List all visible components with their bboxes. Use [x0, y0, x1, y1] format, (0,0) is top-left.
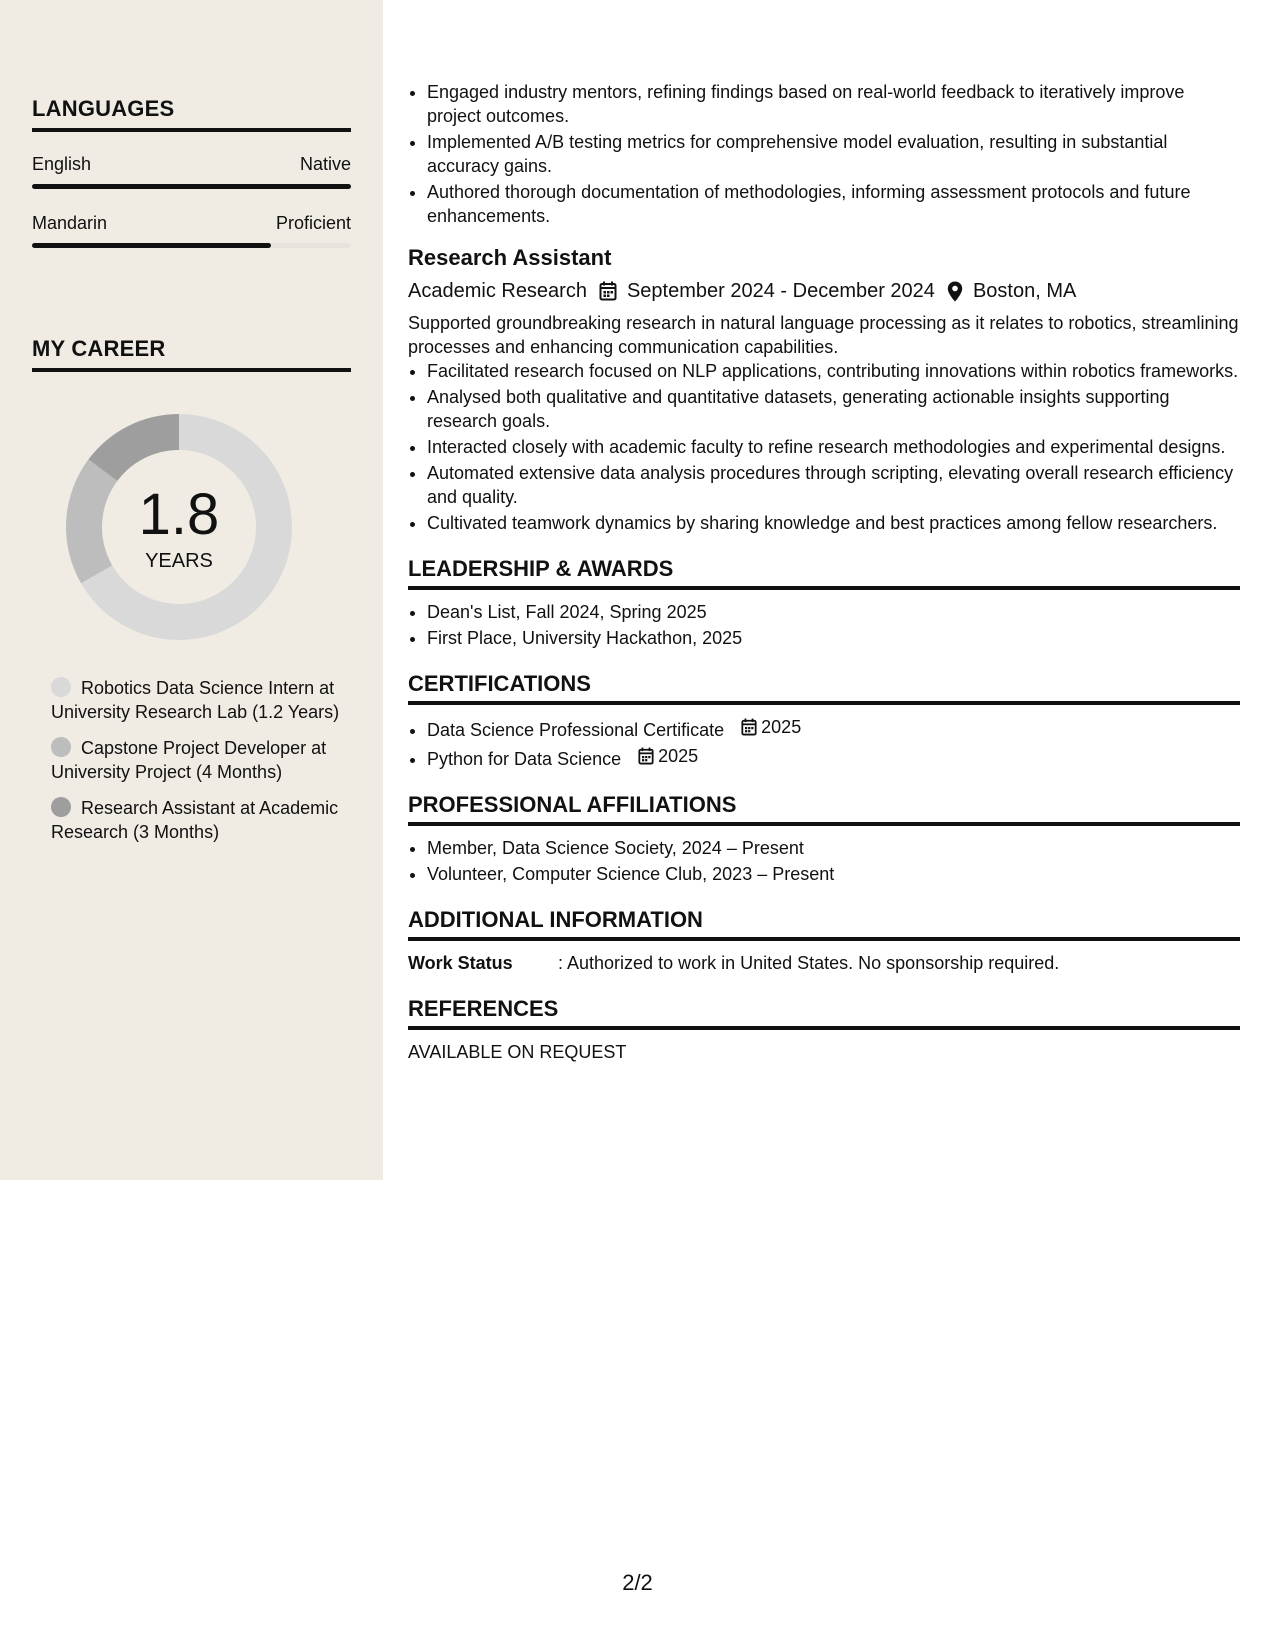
job-summary: Supported groundbreaking research in natural language processing as it relates to robotics, streamlining processes and enhancing communication capabilities.: [408, 313, 1239, 357]
career-legend: [51, 676, 341, 856]
languages-heading: LANGUAGES: [32, 96, 351, 132]
list-item: • Authored thorough documentation of methodologies, informing assessment protocols and future enhancements.: [427, 180, 1240, 228]
career-total-value: 1.8: [138, 482, 220, 547]
language-name: English: [32, 154, 92, 174]
language-proficiency-fill: [32, 243, 271, 248]
list-item: • Volunteer, Computer Science Club, 2023 – Present: [427, 862, 1240, 886]
career-legend-item: [51, 796, 341, 844]
calendar-icon: [599, 281, 617, 301]
work-status-row: [408, 951, 1240, 975]
certifications-list: [408, 715, 1240, 771]
language-level: Native: [299, 154, 351, 174]
certification-name: Data Science Professional Certificate: [427, 720, 725, 740]
career-legend-item: [51, 676, 341, 724]
career-total-unit: YEARS: [145, 550, 213, 572]
list-item: • Implemented A/B testing metrics for comprehensive model evaluation, resulting in substantial accuracy gains.: [427, 130, 1240, 178]
references-heading: REFERENCES: [408, 997, 1240, 1030]
list-item: [427, 715, 1240, 742]
additional-info-heading: ADDITIONAL INFORMATION: [408, 908, 1240, 941]
legend-dot-icon: [51, 677, 71, 697]
language-name: Mandarin: [32, 213, 108, 233]
career-legend-label: Capstone Project Developer at University Project (4 Months): [51, 738, 327, 782]
job-bullets: [408, 359, 1240, 535]
career-donut-chart: [66, 414, 292, 640]
work-status-label: Work Status: [408, 953, 513, 973]
language-level: Proficient: [275, 213, 351, 233]
job-meta: [408, 279, 1240, 303]
legend-dot-icon: [51, 737, 71, 757]
language-proficiency-bar: [32, 243, 351, 248]
leadership-list: [408, 600, 1240, 650]
calendar-icon: [638, 747, 654, 765]
career-section: [32, 336, 351, 372]
certifications-heading: CERTIFICATIONS: [408, 672, 1240, 705]
job-company: Academic Research: [408, 280, 587, 302]
previous-job-bullets: [408, 80, 1240, 228]
certification-year: 2025: [761, 717, 802, 737]
career-heading: MY CAREER: [32, 336, 351, 372]
job-dates: September 2024 - December 2024: [626, 280, 935, 302]
calendar-icon: [741, 718, 757, 736]
job-title: Research Assistant: [408, 245, 612, 270]
list-item: • Member, Data Science Society, 2024 – Present: [427, 836, 1240, 860]
main-content: [408, 0, 1240, 1064]
language-proficiency-bar: [32, 184, 351, 189]
career-legend-label: Robotics Data Science Intern at University Research Lab (1.2 Years): [51, 678, 340, 722]
list-item: • First Place, University Hackathon, 2025: [427, 626, 1240, 650]
leadership-heading: LEADERSHIP & AWARDS: [408, 557, 1240, 590]
list-item: • Facilitated research focused on NLP applications, contributing innovations within robotics frameworks.: [427, 359, 1240, 383]
references-text: AVAILABLE ON REQUEST: [408, 1042, 627, 1062]
work-status-value: : Authorized to work in United States. No sponsorship required.: [558, 953, 1060, 973]
list-item: • Cultivated teamwork dynamics by sharing knowledge and best practices among fellow researchers.: [427, 511, 1240, 535]
languages-section: [32, 96, 351, 248]
language-item: [32, 213, 351, 248]
list-item: • Interacted closely with academic faculty to refine research methodologies and experimental designs.: [427, 435, 1240, 459]
list-item: • Dean's List, Fall 2024, Spring 2025: [427, 600, 1240, 624]
language-item: [32, 154, 351, 189]
certification-name: Python for Data Science: [427, 749, 622, 769]
list-item: • Analysed both qualitative and quantitative datasets, generating actionable insights supporting research goals.: [427, 385, 1240, 433]
career-legend-label: Research Assistant at Academic Research (3 Months): [51, 798, 339, 842]
affiliations-heading: PROFESSIONAL AFFILIATIONS: [408, 793, 1240, 826]
list-item: • Automated extensive data analysis procedures through scripting, elevating overall research efficiency and quality.: [427, 461, 1240, 509]
language-proficiency-fill: [32, 184, 351, 189]
list-item: [427, 744, 1240, 771]
page-number: 2/2: [622, 1570, 653, 1595]
career-legend-item: [51, 736, 341, 784]
certification-year: 2025: [658, 746, 699, 766]
affiliations-list: [408, 836, 1240, 886]
legend-dot-icon: [51, 797, 71, 817]
job-location: Boston, MA: [972, 280, 1077, 302]
sidebar: [0, 0, 383, 1180]
list-item: • Engaged industry mentors, refining findings based on real-world feedback to iteratively improve project outcomes.: [427, 80, 1240, 128]
location-pin-icon: [947, 281, 963, 302]
